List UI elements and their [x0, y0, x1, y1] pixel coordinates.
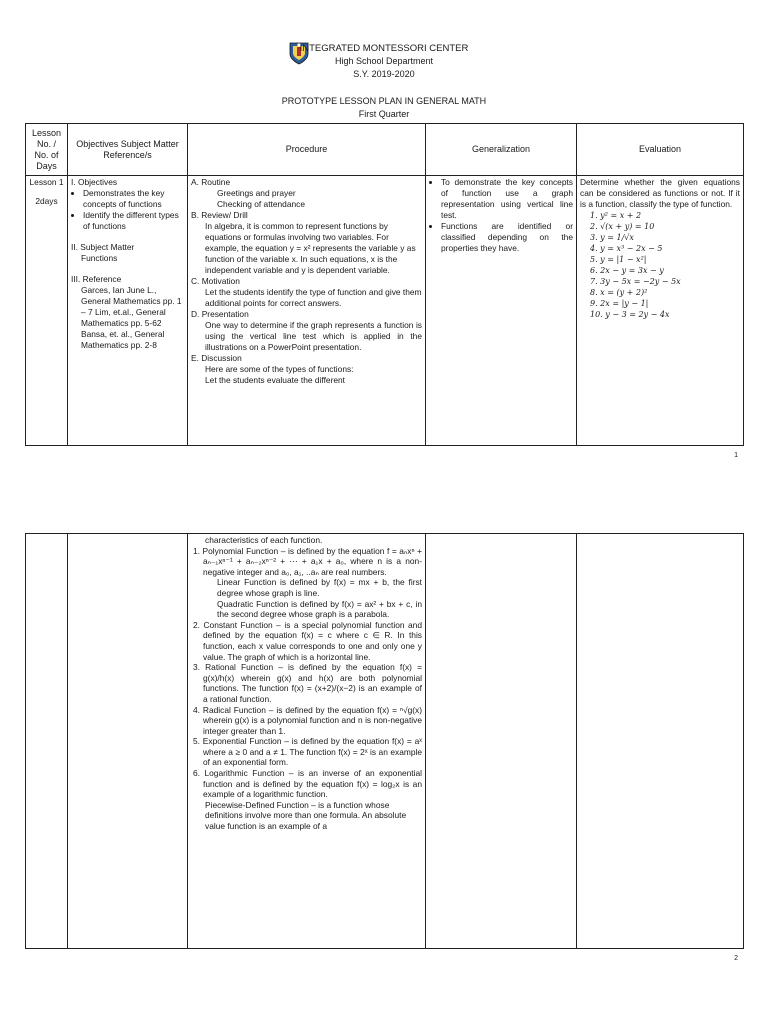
lesson-days: 2days [35, 196, 58, 206]
routine-item: Greetings and prayer [217, 188, 296, 198]
function-type-item: 4. Radical Function – is defined by the equation f(x) = ⁿ√g(x) wherein g(x) is a polynomial function and n is non-negative integer greater than 1. [193, 704, 422, 736]
lesson-cell [26, 534, 68, 949]
evaluation-cell [577, 176, 744, 446]
col-evaluation-header: Evaluation [577, 124, 744, 176]
piecewise-text: Piecewise-Defined Function – is a function whose definitions involve more than one formula. An absolute value function is an example of a [205, 799, 407, 832]
procedure-cell [188, 534, 426, 949]
generalization-item: • To demonstrate the key concepts of function use a graph representation using vertical line test. [441, 177, 573, 221]
discussion-text: characteristics of each function. [205, 535, 323, 545]
quarter: First Quarter [358, 109, 410, 119]
objectives-cell [68, 176, 188, 446]
discussion-text: Let the students evaluate the different [205, 375, 345, 385]
procedure-cell [188, 176, 426, 446]
evaluation-item: 4. y = x³ − 2x − 5 [590, 244, 663, 253]
col-objectives-header: Objectives Subject Matter Reference/s [68, 124, 188, 176]
reference-list: Garces, Ian June L., General Mathematics pp. 1 – 7 Lim, et.al., General Mathematics pp. 5-62 Bansa, et. al., General Mathematics pp. 2-8 [81, 285, 182, 350]
evaluation-item: 9. 2x = |y − 1| [590, 299, 649, 308]
motivation-text: Let the students identify the type of function and give them additional points for correct answers. [205, 287, 422, 308]
function-type-note: Quadratic Function is defined by f(x) = ax² + bx + c, in the second degree whose graph is a parabola. [217, 598, 422, 620]
school-year: S.Y. 2019-2020 [353, 69, 415, 79]
review-text: In algebra, it is common to represent functions by equations or formulas involving two variables. For example, the equation y = x² represents the variable y as function of the variable x. In such equations, x is the independent variable and y is dependent variable. [205, 221, 416, 275]
page-number: 1 [734, 452, 738, 459]
evaluation-item: 5. y = |1 − x²| [590, 255, 647, 264]
table-header-row [26, 124, 744, 176]
generalization-cell [426, 176, 577, 446]
evaluation-item: 7. 3y − 5x = −2y − 5x [590, 277, 681, 286]
page-number: 2 [734, 955, 738, 962]
function-type-item: 6. Logarithmic Function – is an inverse of an exponential function and is defined by the equation f(x) = log₂x is an example of a logarithmic function. [193, 768, 422, 800]
discussion-text: Here are some of the types of functions: [205, 364, 354, 374]
objective-item: • Identify the different types of functions [83, 210, 184, 232]
subject-matter-heading: II. Subject Matter [71, 242, 135, 252]
generalization-item: • Functions are identified or classified depending on the properties they have. [441, 221, 573, 254]
col-lesson-header: Lesson No. / No. of Days [26, 124, 68, 176]
function-type-item: 2. Constant Function – is a special polynomial function and defined by the equation f(x) = c where c ∈ R. In this function, each x value corresponds to one and only one y value. The graph of which is a horizontal line. [193, 619, 422, 662]
reference-heading: III. Reference [71, 274, 122, 284]
objectives-cell [68, 534, 188, 949]
evaluation-item: 8. x = (y + 2)² [590, 288, 648, 297]
generalization-cell [426, 534, 577, 949]
function-type-note: Linear Function is defined by f(x) = mx + b, the first degree whose graph is line. [217, 577, 422, 598]
department: High School Department [334, 56, 434, 66]
routine-heading: A. Routine [191, 177, 231, 187]
evaluation-instructions: Determine whether the given equations can be considered as functions or not. If it is a function, classify the type of function. [580, 177, 740, 209]
evaluation-item: 3. y = 1/√x [590, 233, 634, 242]
lesson-plan-table-continued [25, 533, 744, 949]
function-type-item: 5. Exponential Function – is defined by the equation f(x) = aˣ where a ≥ 0 and a ≠ 1. The function f(x) = 2ˣ is an example of an exponential form. [193, 736, 422, 768]
col-procedure-header: Procedure [188, 124, 426, 176]
subject-matter: Functions [81, 253, 118, 263]
function-type-item: 3. Rational Function – is defined by the equation f(x) = g(x)/h(x) wherein g(x) and h(x) are both polynomial functions. The function f(x) = (x+2)/(x−2) is an example of a rational function. [193, 662, 422, 704]
table-row [26, 176, 744, 446]
presentation-text: One way to determine if the graph represents a function is using the vertical line test which is applied in the illustrations on a PowerPoint presentation. [205, 320, 422, 352]
objective-item: • Demonstrates the key concepts of functions [83, 188, 184, 210]
school-name: INTEGRATED MONTESSORI CENTER [299, 43, 469, 54]
col-generalization-header: Generalization [426, 124, 577, 176]
evaluation-item: 6. 2x − y = 3x − y [590, 266, 664, 275]
lesson-plan-table [25, 123, 744, 446]
discussion-heading: E. Discussion [191, 353, 242, 363]
evaluation-item: 2. √(x + y) = 10 [590, 222, 655, 231]
review-heading: B. Review/ Drill [191, 210, 248, 220]
presentation-heading: D. Presentation [191, 309, 249, 319]
table-row [26, 534, 744, 949]
lesson-number: Lesson 1 [29, 177, 64, 187]
objectives-heading: I. Objectives [71, 177, 118, 187]
evaluation-item: 1. y² = x + 2 [590, 211, 642, 220]
routine-item: Checking of attendance [217, 199, 305, 209]
document-title: PROTOTYPE LESSON PLAN IN GENERAL MATH [281, 96, 487, 106]
evaluation-cell [577, 534, 744, 949]
lesson-cell [26, 176, 68, 446]
evaluation-item: 10. y − 3 = 2y − 4x [590, 310, 670, 319]
function-type-item: 1. Polynomial Function – is defined by the equation f = aₙxⁿ + aₙ₋₁xⁿ⁻¹ + aₙ₋₂xⁿ⁻² + ⋯ + a₁x + a₀, where n is a non-negative integer and a₀, a₁, ..aₙ are real numbers. [193, 545, 422, 577]
motivation-heading: C. Motivation [191, 276, 240, 286]
